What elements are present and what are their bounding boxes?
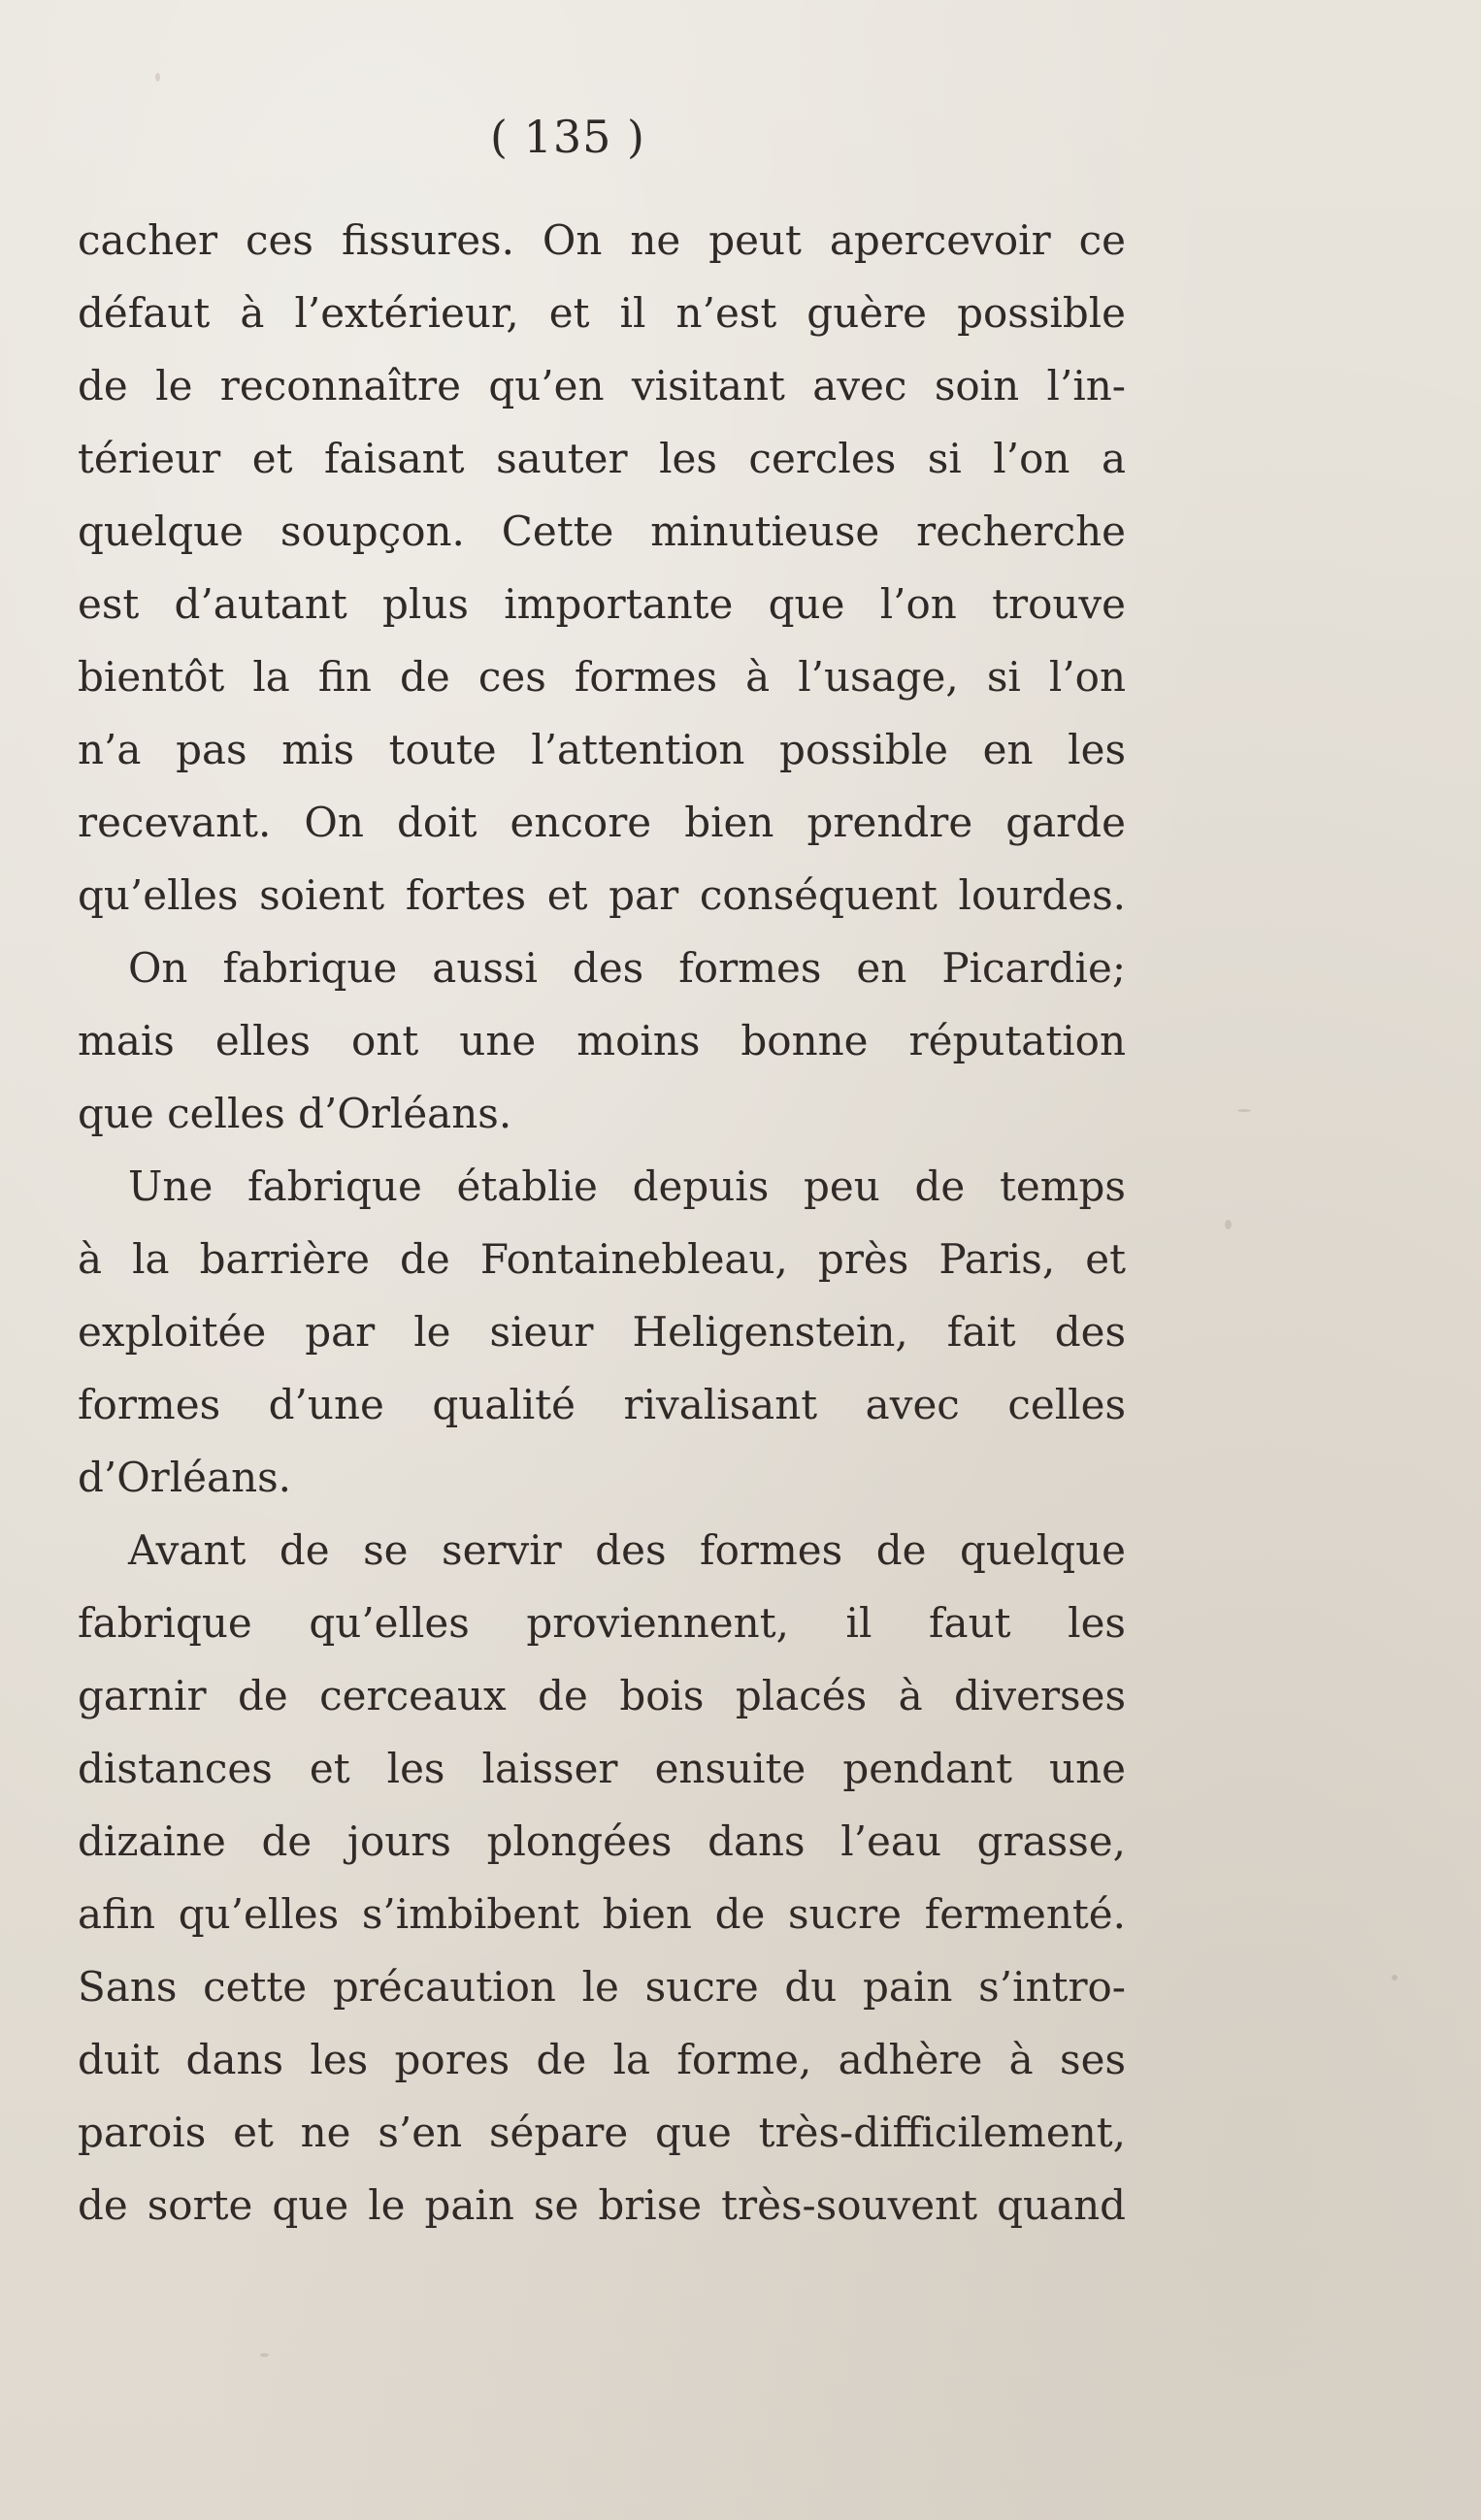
text-line: duit dans les pores de la forme, adhère à ses: [78, 2036, 1126, 2083]
text-line: formes d’une qualité rivalisant avec celles: [78, 1381, 1126, 1428]
text-line: Sans cette précaution le sucre du pain s’intro-: [78, 1963, 1126, 2011]
text-line: distances et les laisser ensuite pendant une: [78, 1745, 1126, 1792]
paper-spot: [1392, 1975, 1398, 1980]
page-number: ( 135 ): [490, 111, 645, 163]
text-line: afin qu’elles s’imbibent bien de sucre fermenté.: [78, 1890, 1126, 1938]
text-line: est d’autant plus importante que l’on trouve: [78, 580, 1126, 628]
text-line: à la barrière de Fontainebleau, près Paris, et: [78, 1235, 1126, 1283]
text-line: de le reconnaître qu’en visitant avec soin l’in-: [78, 362, 1126, 409]
text-line: exploitée par le sieur Heligenstein, fait des: [78, 1308, 1126, 1356]
text-line: d’Orléans.: [78, 1454, 292, 1501]
paper-spot: [260, 2353, 269, 2357]
text-line: fabrique qu’elles proviennent, il faut les: [78, 1599, 1126, 1647]
text-line: bientôt la fin de ces formes à l’usage, si l’on: [78, 653, 1126, 701]
text-line: de sorte que le pain se brise très-souvent quand: [78, 2181, 1126, 2229]
text-line: quelque soupçon. Cette minutieuse recherche: [78, 507, 1126, 555]
text-line: garnir de cerceaux de bois placés à diverses: [78, 1672, 1126, 1719]
text-line: recevant. On doit encore bien prendre garde: [78, 799, 1126, 846]
text-line: Avant de se servir des formes de quelque: [128, 1526, 1126, 1574]
page-text: [78, 204, 1126, 2242]
text-line: cacher ces fissures. On ne peut apercevoir ce: [78, 216, 1126, 264]
text-line: dizaine de jours plongées dans l’eau grasse,: [78, 1817, 1126, 1865]
text-line: défaut à l’extérieur, et il n’est guère possible: [78, 289, 1126, 337]
text-line: parois et ne s’en sépare que très-difficilement,: [78, 2109, 1126, 2156]
text-line: térieur et faisant sauter les cercles si l’on a: [78, 435, 1126, 482]
text-line: qu’elles soient fortes et par conséquent lourdes.: [78, 871, 1126, 919]
paper-spot: [1225, 1220, 1232, 1229]
text-line: On fabrique aussi des formes en Picardie;: [128, 944, 1126, 992]
paper-spot: [1237, 1109, 1251, 1112]
text-line: mais elles ont une moins bonne réputation: [78, 1017, 1126, 1064]
text-line: Une fabrique établie depuis peu de temps: [128, 1162, 1126, 1210]
text-line: que celles d’Orléans.: [78, 1090, 512, 1137]
text-line: n’a pas mis toute l’attention possible en les: [78, 726, 1126, 773]
paper-spot: [155, 73, 160, 82]
